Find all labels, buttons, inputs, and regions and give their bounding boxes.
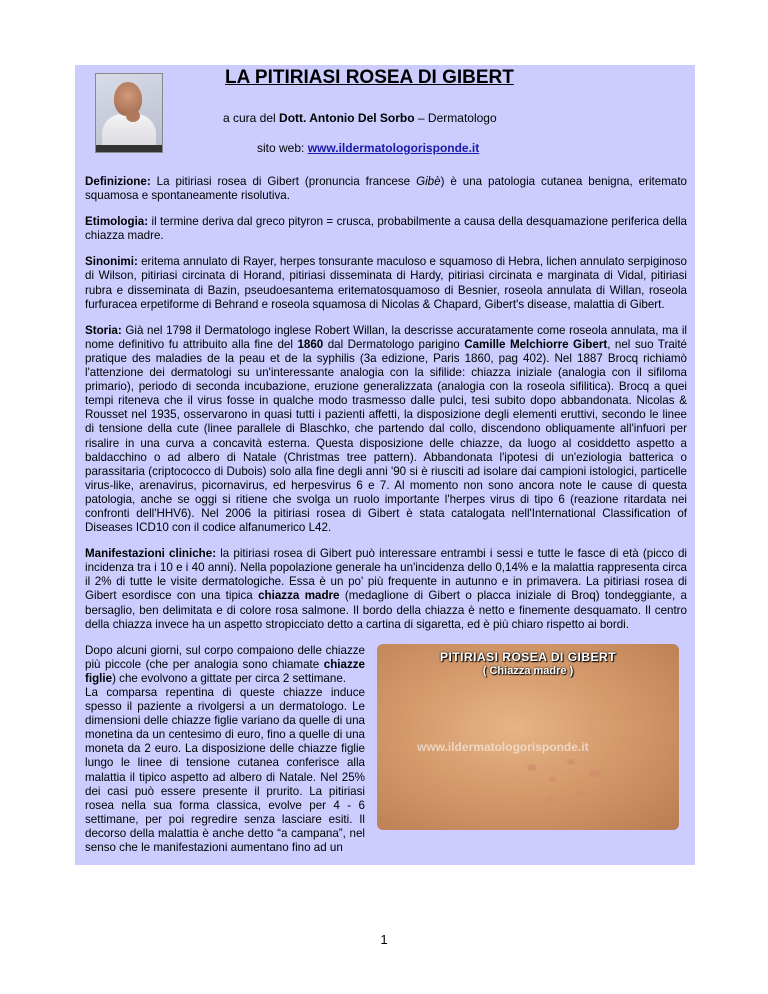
clinical-photo <box>377 644 679 830</box>
byline: a cura del Dott. Antonio Del Sorbo – Dermatologo <box>223 111 497 125</box>
paragraph-dopo: Dopo alcuni giorni, sul corpo compaiono delle chiazze più piccole (che per analogia sono chiamate chiazze figlie) che evolvono a gittate per circa 2 settimane. <box>85 643 365 685</box>
author-name: Dott. Antonio Del Sorbo <box>279 111 415 125</box>
document-title: LA PITIRIASI ROSEA DI GIBERT <box>225 67 514 88</box>
document-body <box>75 65 695 865</box>
author-photo <box>95 73 163 153</box>
paragraph-definizione: Definizione: La pitiriasi rosea di Gibert (pronuncia francese Gibè) è una patologia cutanea benigna, eritemato squamosa e spontaneamente risolutiva. <box>85 175 687 203</box>
document-content <box>75 175 695 855</box>
paragraph-etimologia: Etimologia: il termine deriva dal greco pityron = crusca, probabilmente a causa della desquamazione periferica della chiazza madre. <box>85 215 687 243</box>
photo-subtitle: ( Chiazza madre ) <box>482 664 574 677</box>
photo-watermark: www.ildermatologorisponde.it <box>417 739 589 754</box>
paragraph-storia: Storia: Già nel 1798 il Dermatologo inglese Robert Willan, la descrisse accuratamente come roseola annulata, ma il nome definitivo fu attribuito alla fine del 1860 dal Dermatologo parigino Camille Melchiorre Gibert, nel suo Traité pratique des maladies de la peau et de la syphilis (3a edizione, Paris 1860, pag 402). Nel 1887 Brocq richiamò l'attenzione dei dermatologi su un'interessante analogia con la sifilide: chiazza iniziale (analogia con il sifiloma primario), periodo di seconda incubazione, eruzione generalizzata (analogia con la roseola sifilitica). Brocq a quei tempi riteneva che il virus fosse in qualche modo trasmesso dalle pulci, tesi subito dopo abbandonata. Nicolas & Rousset nel 1935, osservarono in quasi tutti i pazienti affetti, la disposizione degli elementi eruttivi, secondo le linee di tensione della cute (linee parallele di Blaschko, che partendo dal collo, discendono obliquamente all'infuori per risalire in una curva a concavità esterna. Questa disposizione delle chiazze, da luogo al cosiddetto aspetto a baldacchino o ad albero di Natale (Christmas tree pattern). Abbandonata l'ipotesi di un'eziologia batterica o parassitaria (criptococco di Dubois) solo alla fine degli anni '90 si è riusciti ad isolare dai campioni istologici, particelle virus-like, arenavirus, picornavirus, ed herpesvirus 6 e 7. Al momento non sono ancora note le cause di questa patologia, anche se oggi si ritiene che svolga un ruolo importante l'herpes virus di tipo 6 (reazione ritardata nei confronti dell'HHV6). Nel 2006 la pitiriasi rosea di Gibert è stata catalogata nell'International Classification of Diseases ICD10 con il codice alfanumerico L42. <box>85 323 688 535</box>
paragraph-comparsa: La comparsa repentina di queste chiazze induce spesso il paziente a rivolgersi a un dermatologo. Le dimensioni delle chiazze figlie variano da quelle di una monetina da un centesimo di euro, fino a quelle di una moneta da 2 euro. La disposizione delle chiazze figlie lungo le linee di tensione cutanea conferisce alla malattia il tipico aspetto ad albero di Natale. Nel 25% dei casi può essere presente il prurito. La pitiriasi rosea nella sua forma classica, evolve per 4 - 6 settimane, per poi regredire senza lasciare esiti. Il decorso della malattia è anche detto “a campana”, nel senso che le manifestazioni aumentano fino ad un <box>85 686 365 855</box>
document-header <box>75 65 695 175</box>
website-link[interactable]: www.ildermatologorisponde.it <box>307 141 480 155</box>
paragraph-manifestazioni: Manifestazioni cliniche: la pitiriasi rosea di Gibert può interessare entrambi i sessi e tutte le fasce di età (picco di incidenza tra i 10 e i 40 anni). Nella popolazione generale ha un'incidenza dello 0,14% e la malattia rappresenta circa il 2% di tutte le visite dermatologiche. Essa è un po' più frequente in autunno e in primavera. La pitiriasi rosea di Gibert esordisce con una tipica chiazza madre (medaglione di Gibert o placca iniziale di Broq) tondeggiante, a bersaglio, ben delimitata e di colore rosa salmone. Il bordo della chiazza è netto e finemente desquamato. Il centro della chiazza invece ha un aspetto stropicciato detto a cartina di sigaretta, ed è più chiaro rispetto ai bordi. <box>85 547 687 631</box>
photo-title: PITIRIASI ROSEA DI GIBERT <box>439 649 617 664</box>
paragraph-sinonimi: Sinonimi: eritema annulato di Rayer, herpes tonsurante maculoso e squamoso di Hebra, lichen annulato serpiginoso di Wilson, pitiriasi circinata di Horand, pitiriasi disseminata di Hardy, pitiriasi circinata e marginata di Vidal, pitiriasi rubra e disseminata di Bazin, pseudoesantema eritematosquamoso di Besnier, roseola annulata di Willan, roseola furfuracea erpetiforme di Behrand e roseola squamosa di Nicolas & Chapard, Gibert's disease, malattia di Gibert. <box>85 255 687 311</box>
website-line: sito web: www.ildermatologorisponde.it <box>257 141 480 155</box>
page-number: 1 <box>380 932 388 947</box>
